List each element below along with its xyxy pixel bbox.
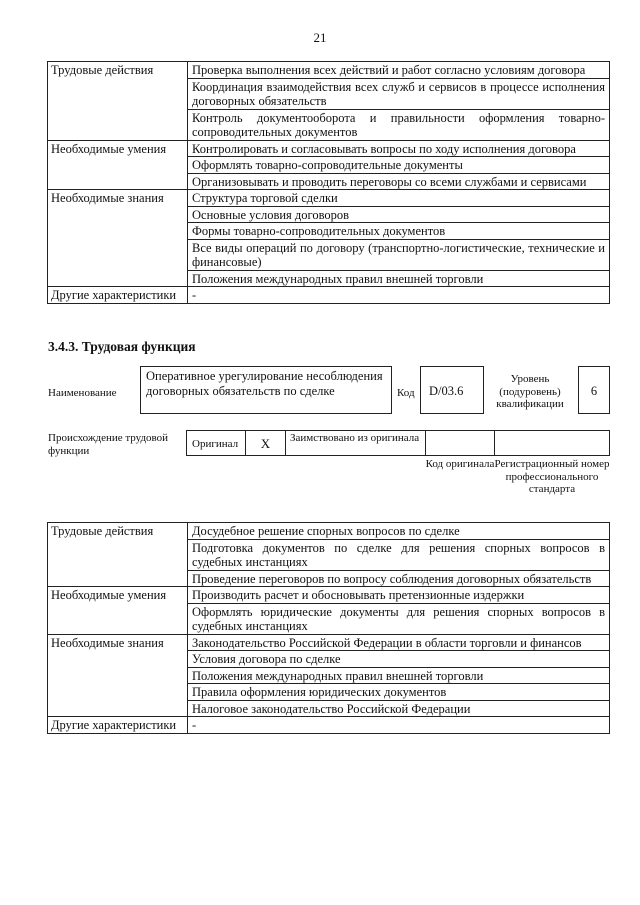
table-row: [48, 287, 610, 304]
row-category: Трудовые действия: [48, 62, 188, 141]
row-item: -: [188, 287, 610, 304]
code-label: Код: [397, 387, 415, 399]
row-item: Производить расчет и обосновывать претензионные издержки: [188, 587, 610, 604]
level-label: Уровень (подуровень) квалификации: [496, 373, 564, 410]
row-category: Другие характеристики: [48, 287, 188, 304]
name-label: Наименование: [48, 387, 117, 399]
labor-function-table-1: [47, 61, 610, 304]
table-row: [48, 523, 610, 540]
original-label: Оригинал: [186, 430, 246, 456]
row-item: Правила оформления юридических документов: [188, 684, 610, 701]
row-item: Подготовка документов по сделке для решения спорных вопросов в судебных инстанциях: [188, 539, 610, 570]
table-row: [48, 587, 610, 604]
level-value: 6: [578, 366, 610, 414]
row-item: Контроль документооборота и правильности оформления товарно-сопроводительных документов: [188, 109, 610, 140]
row-item: Досудебное решение спорных вопросов по сделке: [188, 523, 610, 540]
reg-caption: Регистрационный номер профессионального стандарта: [494, 458, 610, 495]
row-item: Организовывать и проводить переговоры со всеми службами и сервисами: [188, 173, 610, 190]
row-item: Проведение переговоров по вопросу соблюдения договорных обязательств: [188, 570, 610, 587]
row-item: Оформлять товарно-сопроводительные документы: [188, 157, 610, 174]
row-item: Контролировать и согласовывать вопросы по ходу исполнения договора: [188, 140, 610, 157]
section-heading: 3.4.3. Трудовая функция: [48, 339, 196, 354]
borrowed-label: Заимствовано из оригинала: [285, 430, 426, 456]
row-item: Координация взаимодействия всех служб и сервисов в процессе исполнения договорных обязательств: [188, 78, 610, 109]
table-row: [48, 634, 610, 651]
row-item: Положения международных правил внешней торговли: [188, 270, 610, 287]
code-value: D/03.6: [420, 366, 484, 414]
labor-function-table-2: [47, 522, 610, 734]
row-item: Все виды операций по договору (транспортно-логистические, технические и финансовые): [188, 239, 610, 270]
row-category: Трудовые действия: [48, 523, 188, 587]
table-row: [48, 717, 610, 734]
row-item: Оформлять юридические документы для решения спорных вопросов в судебных инстанциях: [188, 603, 610, 634]
row-item: Условия договора по сделке: [188, 651, 610, 668]
row-item: Проверка выполнения всех действий и работ согласно условиям договора: [188, 62, 610, 79]
row-item: Формы товарно-сопроводительных документов: [188, 223, 610, 240]
table-row: [48, 190, 610, 207]
reg-number-box: [494, 430, 610, 456]
page-number: 21: [313, 30, 327, 45]
row-item: Основные условия договоров: [188, 206, 610, 223]
row-item: Законодательство Российской Федерации в области торговли и финансов: [188, 634, 610, 651]
table-row: [48, 140, 610, 157]
row-category: Другие характеристики: [48, 717, 188, 734]
row-item: Структура торговой сделки: [188, 190, 610, 207]
row-category: Необходимые знания: [48, 634, 188, 717]
row-category: Необходимые умения: [48, 140, 188, 190]
origin-label: Происхождение трудовой функции: [48, 432, 169, 457]
code-caption: Код оригинала: [425, 458, 495, 470]
original-code-box: [425, 430, 495, 456]
function-name-value: Оперативное урегулирование несоблюдения договорных обязательств по сделке: [140, 366, 392, 414]
row-category: Необходимые знания: [48, 190, 188, 287]
original-mark: X: [245, 430, 286, 456]
table-row: [48, 62, 610, 79]
row-item: -: [188, 717, 610, 734]
row-item: Налоговое законодательство Российской Федерации: [188, 700, 610, 717]
row-item: Положения международных правил внешней торговли: [188, 667, 610, 684]
row-category: Необходимые умения: [48, 587, 188, 635]
